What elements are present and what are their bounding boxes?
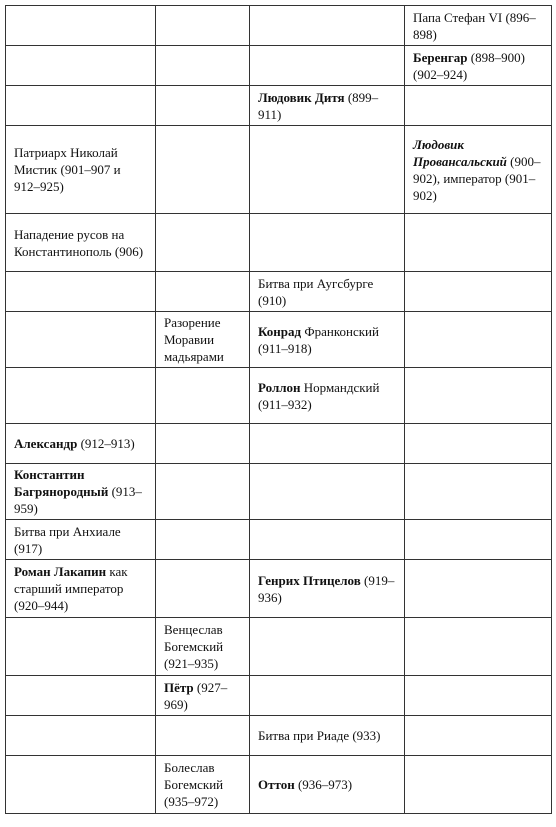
table-cell: Битва при Аугсбурге (910)	[250, 272, 405, 312]
cell-name-emphasis: Людовик Провансальский	[413, 136, 507, 169]
table-cell	[6, 6, 156, 46]
table-cell	[6, 46, 156, 86]
table-row	[6, 46, 552, 86]
table-cell: Болеслав Богемский (935–972)	[156, 756, 250, 814]
table-row	[6, 312, 552, 368]
cell-name-emphasis: Пётр	[164, 679, 194, 695]
cell-name-emphasis: Генрих Птицелов	[258, 572, 361, 588]
table-row	[6, 560, 552, 618]
table-cell: Патриарх Николай Мистик (901–907 и 912–925)	[6, 126, 156, 214]
table-cell: Роман Лакапин как старший император (920–944)	[6, 560, 156, 618]
table-cell: Разорение Моравии мадьярами	[156, 312, 250, 368]
table-cell: Людовик Дитя (899–911)	[250, 86, 405, 126]
table-cell	[250, 126, 405, 214]
table-cell	[156, 214, 250, 272]
table-cell	[6, 618, 156, 676]
table-cell	[156, 716, 250, 756]
table-cell: Генрих Птицелов (919–936)	[250, 560, 405, 618]
cell-name-emphasis: Людовик Дитя	[258, 89, 345, 105]
table-cell: Нападение русов на Константинополь (906)	[6, 214, 156, 272]
table-cell	[405, 520, 552, 560]
table-cell	[156, 46, 250, 86]
table-row	[6, 272, 552, 312]
table-row	[6, 676, 552, 716]
chronology-table-body	[6, 6, 552, 814]
table-row	[6, 424, 552, 464]
table-row	[6, 716, 552, 756]
table-cell	[405, 272, 552, 312]
table-cell	[405, 312, 552, 368]
cell-name-emphasis: Роллон	[258, 379, 301, 395]
table-cell	[6, 272, 156, 312]
table-cell	[156, 520, 250, 560]
table-cell: Венцеслав Богемский (921–935)	[156, 618, 250, 676]
table-cell	[6, 368, 156, 424]
table-row	[6, 214, 552, 272]
table-cell	[250, 618, 405, 676]
table-cell: Александр (912–913)	[6, 424, 156, 464]
table-row	[6, 86, 552, 126]
table-cell	[156, 424, 250, 464]
cell-name-emphasis: Оттон	[258, 777, 295, 792]
table-cell	[250, 6, 405, 46]
table-cell	[405, 676, 552, 716]
cell-name-emphasis: Александр	[14, 436, 78, 451]
table-cell	[6, 676, 156, 716]
table-cell	[6, 756, 156, 814]
table-row	[6, 618, 552, 676]
table-cell	[405, 424, 552, 464]
cell-name-emphasis: Конрад	[258, 323, 302, 339]
table-cell	[250, 520, 405, 560]
table-cell	[6, 86, 156, 126]
table-cell: Беренгар (898–900)(902–924)	[405, 46, 552, 86]
table-row	[6, 464, 552, 520]
table-row	[6, 368, 552, 424]
table-cell	[405, 716, 552, 756]
table-cell	[405, 618, 552, 676]
table-row	[6, 756, 552, 814]
table-cell: Папа Стефан VI (896–898)	[405, 6, 552, 46]
table-cell	[156, 126, 250, 214]
table-row	[6, 520, 552, 560]
table-cell	[156, 86, 250, 126]
table-cell: Битва при Анхиале (917)	[6, 520, 156, 560]
table-cell: Роллон Нормандский (911–932)	[250, 368, 405, 424]
table-cell: Оттон (936–973)	[250, 756, 405, 814]
table-cell	[156, 464, 250, 520]
table-cell: Константин Багрянородный (913–959)	[6, 464, 156, 520]
table-cell	[156, 560, 250, 618]
table-cell	[250, 464, 405, 520]
table-cell: Пётр (927–969)	[156, 676, 250, 716]
table-cell: Конрад Франконский (911–918)	[250, 312, 405, 368]
table-cell	[250, 214, 405, 272]
table-cell	[405, 86, 552, 126]
table-cell	[6, 312, 156, 368]
table-cell	[250, 46, 405, 86]
cell-name-emphasis: Константин Багрянородный	[14, 467, 109, 499]
table-cell	[405, 560, 552, 618]
table-cell	[405, 756, 552, 814]
cell-name-emphasis: Роман Лакапин	[14, 564, 107, 579]
table-cell	[6, 716, 156, 756]
table-cell	[405, 464, 552, 520]
table-cell	[156, 368, 250, 424]
table-cell	[405, 214, 552, 272]
table-cell	[250, 424, 405, 464]
table-cell	[156, 272, 250, 312]
table-row	[6, 6, 552, 46]
table-cell	[156, 6, 250, 46]
cell-name-emphasis: Беренгар	[413, 49, 468, 65]
chronology-table	[5, 5, 552, 814]
table-cell	[250, 676, 405, 716]
table-row	[6, 126, 552, 214]
table-cell	[405, 368, 552, 424]
table-cell: Людовик Провансальский (900–902), император (901–902)	[405, 126, 552, 214]
table-cell: Битва при Риаде (933)	[250, 716, 405, 756]
